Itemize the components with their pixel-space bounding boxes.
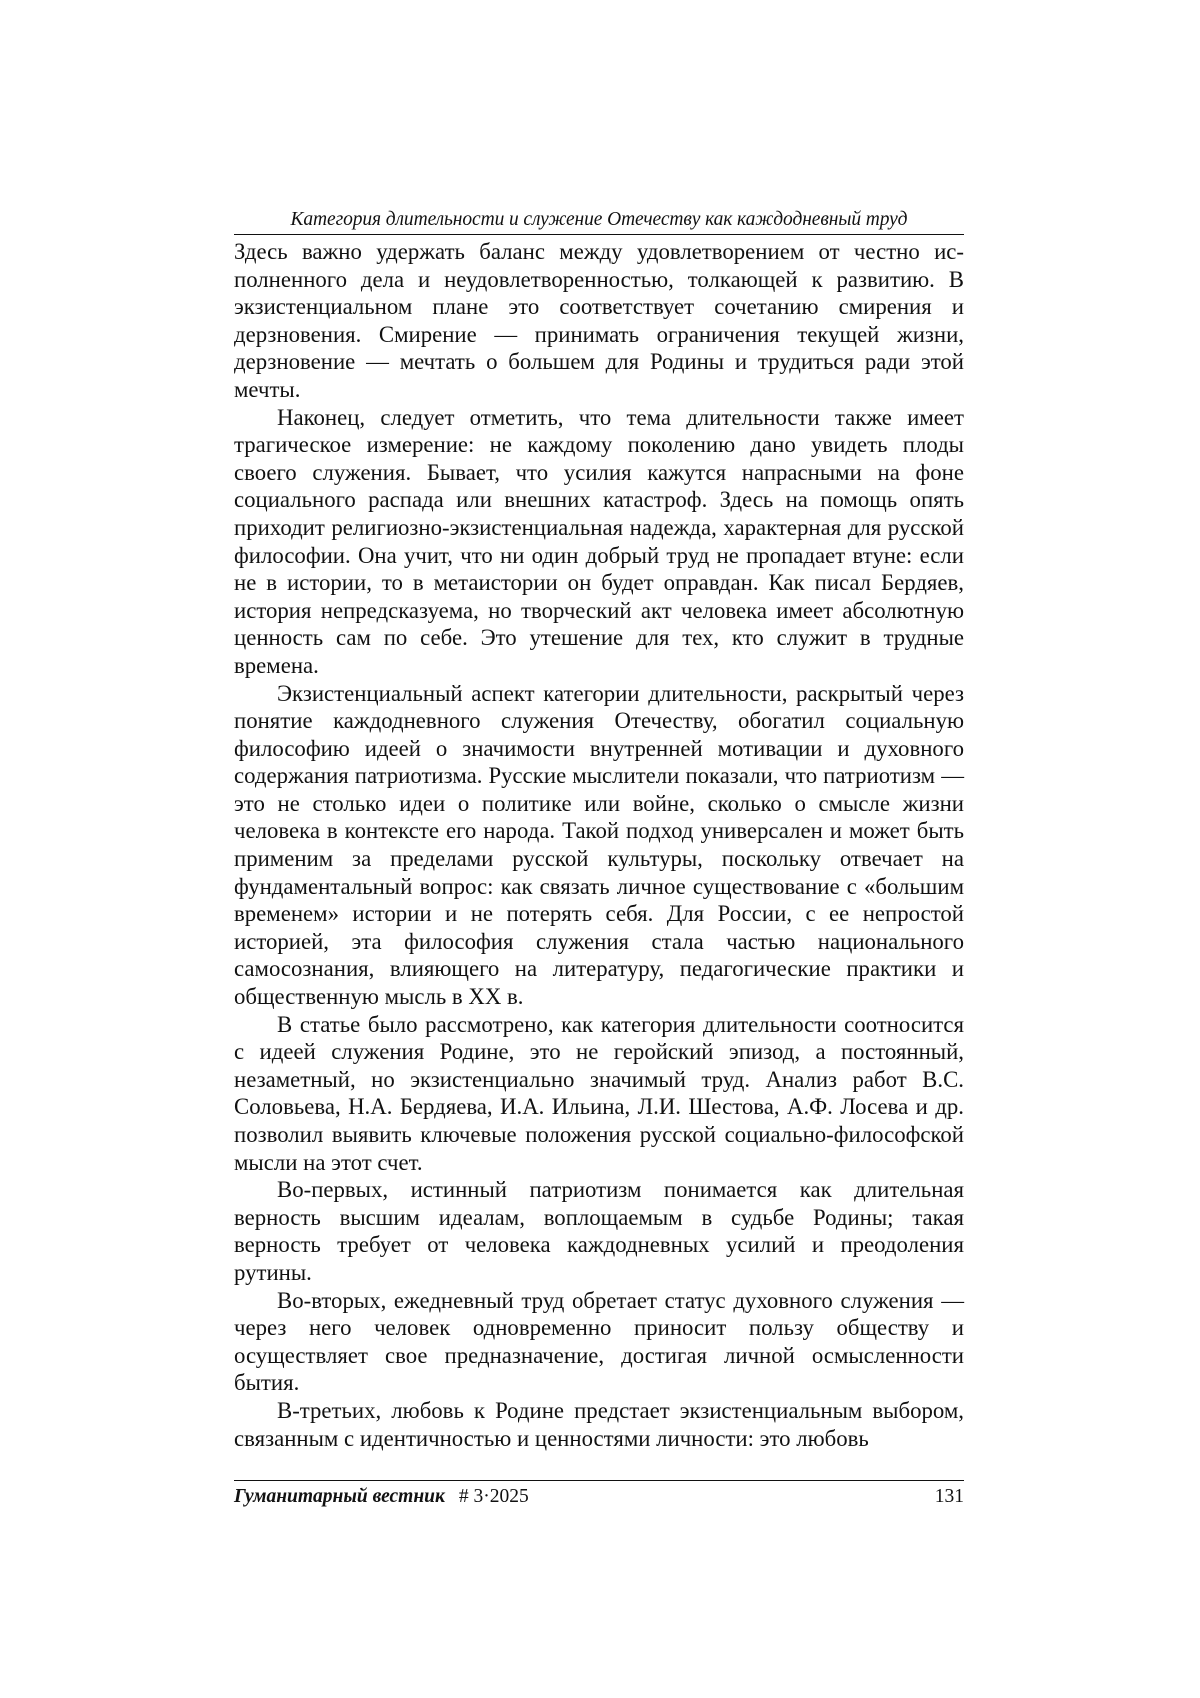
page-number: 131 [934,1486,964,1507]
paragraph: Экзистенциальный аспект категории длительности, раскрытый через понятие каждодневного служения Отечеству, обогатил социальную философию идеей о значимости внутренней мотивации и духовного содержания патриотизма. Русские мыслители показали, что патриотизм — это не столько идеи о политике или войне, сколько о смысле жизни человека в контексте его народа. Такой подход универсален и может быть применим за пределами русской культуры, поскольку отвечает на фундаментальный вопрос: как связать личное существование с «большим временем» истории и не потерять себя. Для России, с ее непростой историей, эта философия служения стала частью национального самосознания, влияющего на литературу, педагогические практики и общественную мысль в XX в. [234,680,964,1010]
paragraph: Во-первых, истинный патриотизм понимается как длительная верность высшим идеалам, воплощаемым в судьбе Родины; такая верность требует от человека каждодневных усилий и преодоления рутины. [234,1177,964,1285]
journal-info [234,1485,529,1509]
paragraph: Наконец, следует отметить, что тема длительности также имеет трагическое измерение: не каждому поколению дано увидеть плоды своего служения. Бывает, что усилия кажутся напрасными на фоне социального распада или внешних катастроф. Здесь на помощь опять приходит религиозно-экзистенциальная надежда, характерная для русской философии. Она учит, что ни один добрый труд не пропадает втуне: если не в истории, то в метаистории он будет оправдан. Как писал Бердяев, история непредсказуема, но творческий акт человека имеет абсолютную ценность сам по себе. Это утешение для тех, кто служит в трудные времена. [234,404,964,678]
paragraph: Здесь важно удержать баланс между удовлетворением от честно исполненного дела и неудовлетворенностью, толкающей к развитию. В экзистенциальном плане это соответствует сочетанию смирения и дерзновения. Смирение — принимать ограничения текущей жизни, дерзновение — мечтать о большем для Родины и трудиться ради этой мечты. [234,239,964,402]
paragraph: Во-вторых, ежедневный труд обретает статус духовного служения — через него человек одновременно приносит пользу обществу и осуществляет свое предназначение, достигая личной осмысленности бытия. [234,1287,964,1396]
running-title: Категория длительности и служение Отечеству как каждодневный труд [234,208,964,235]
paragraph: В-третьих, любовь к Родине предстает экзистенциальным выбором, связанным с идентичностью и ценностями личности: это любовь [234,1397,964,1451]
article-body [234,238,964,1452]
page [234,208,964,1452]
paragraph: В статье было рассмотрено, как категория длительности соотносится с идеей служения Родине, это не геройский эпизод, а постоянный, незаметный, но экзистенциально значимый труд. Анализ работ В.С. Соловьева, Н.А. Бердяева, И.А. Ильина, Л.И. Шестова, А.Ф. Лосева и др. позволил выявить ключевые положения русской социально-философской мысли на этот счет. [234,1011,964,1175]
page-footer [234,1480,964,1509]
issue-number: # 3·2025 [458,1486,529,1507]
journal-title: Гуманитарный вестник [234,1486,445,1507]
